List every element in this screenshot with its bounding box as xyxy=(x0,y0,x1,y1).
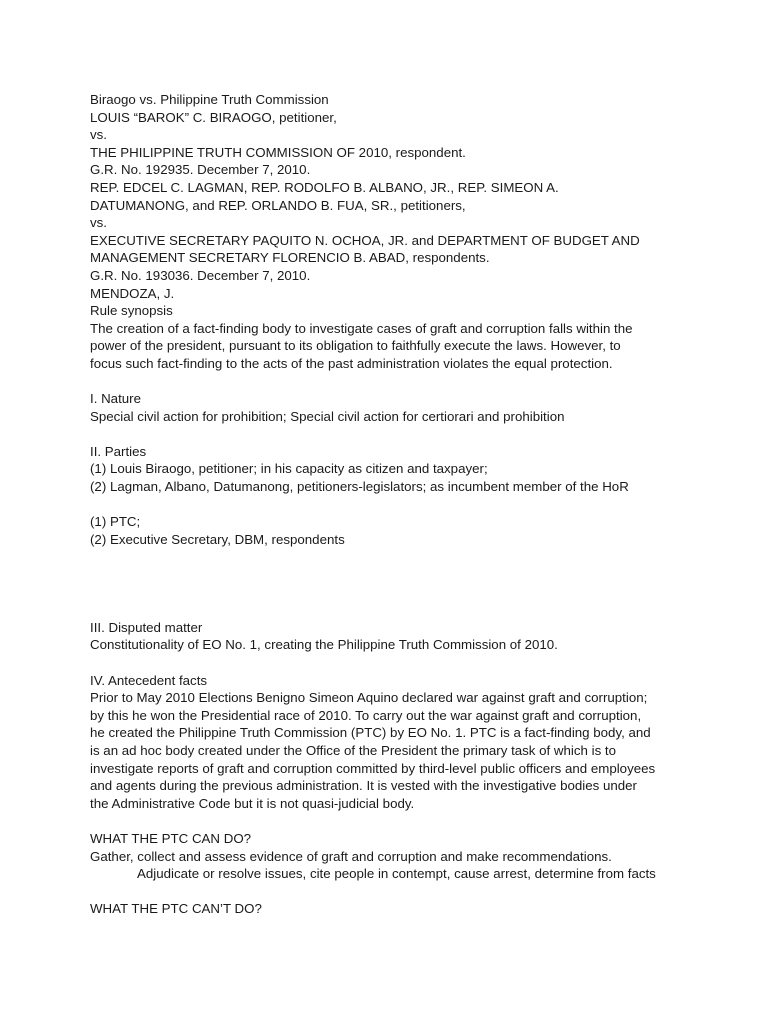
document-page xyxy=(90,91,750,918)
paragraph-line: he created the Philippine Truth Commission (PTC) by EO No. 1. PTC is a fact-finding body, and xyxy=(90,725,651,741)
ponente-line: MENDOZA, J. xyxy=(90,285,175,301)
section-heading: IV. Antecedent facts xyxy=(90,672,208,688)
list-item: (2) Executive Secretary, DBM, respondents xyxy=(90,531,345,547)
section-heading: WHAT THE PTC CAN’T DO? xyxy=(90,901,262,917)
spacer xyxy=(90,883,750,901)
section-heading: WHAT THE PTC CAN DO? xyxy=(90,830,252,846)
spacer xyxy=(90,425,750,443)
spacer xyxy=(90,654,750,672)
indented-paragraph-line: Adjudicate or resolve issues, cite people in contempt, cause arrest, determine from facts xyxy=(137,866,656,882)
parties-section xyxy=(90,443,750,549)
paragraph-line: The creation of a fact-finding body to investigate cases of graft and corruption falls within the xyxy=(90,320,633,336)
disputed-matter-section xyxy=(90,619,750,654)
section-heading: III. Disputed matter xyxy=(90,619,203,635)
rule-synopsis-section xyxy=(90,302,750,372)
versus-line: vs. xyxy=(90,127,107,143)
case-header xyxy=(90,91,750,302)
paragraph-line: Prior to May 2010 Elections Benigno Simeon Aquino declared war against graft and corruption; xyxy=(90,690,648,706)
spacer xyxy=(90,584,750,602)
paragraph-line: Special civil action for prohibition; Special civil action for certiorari and prohibition xyxy=(90,408,565,424)
list-item: (1) Louis Biraogo, petitioner; in his capacity as citizen and taxpayer; xyxy=(90,461,488,477)
list-item: (1) PTC; xyxy=(90,514,141,530)
spacer xyxy=(90,373,750,391)
ptc-can-do-section xyxy=(90,830,750,883)
spacer xyxy=(90,812,750,830)
respondents-line: MANAGEMENT SECRETARY FLORENCIO B. ABAD, respondents. xyxy=(90,250,490,266)
spacer xyxy=(90,566,750,584)
spacer xyxy=(90,496,750,514)
gr-number-line: G.R. No. 193036. December 7, 2010. xyxy=(90,267,311,283)
paragraph-line: and agents during the previous administration. It is vested with the investigative bodies under xyxy=(90,778,637,794)
gr-number-line: G.R. No. 192935. December 7, 2010. xyxy=(90,162,311,178)
section-heading: II. Parties xyxy=(90,443,147,459)
respondents-line: EXECUTIVE SECRETARY PAQUITO N. OCHOA, JR. and DEPARTMENT OF BUDGET AND xyxy=(90,232,640,248)
list-item: (2) Lagman, Albano, Datumanong, petitioners-legislators; as incumbent member of the HoR xyxy=(90,479,629,495)
paragraph-line: power of the president, pursuant to its obligation to faithfully execute the laws. However, to xyxy=(90,338,621,354)
section-heading: Rule synopsis xyxy=(90,303,173,319)
spacer xyxy=(90,548,750,566)
paragraph-line: is an ad hoc body created under the Office of the President the primary task of which is to xyxy=(90,742,617,758)
paragraph-line: focus such fact-finding to the acts of the past administration violates the equal protection. xyxy=(90,355,613,371)
versus-line: vs. xyxy=(90,215,107,231)
paragraph-line: by this he won the Presidential race of 2010. To carry out the war against graft and corruption, xyxy=(90,707,642,723)
paragraph-line: investigate reports of graft and corruption committed by third-level public officers and employees xyxy=(90,760,656,776)
paragraph-line: Gather, collect and assess evidence of graft and corruption and make recommendations. xyxy=(90,848,612,864)
petitioners-line: DATUMANONG, and REP. ORLANDO B. FUA, SR., petitioners, xyxy=(90,197,466,213)
petitioner-line: LOUIS “BAROK” C. BIRAOGO, petitioner, xyxy=(90,109,337,125)
nature-section xyxy=(90,390,750,425)
section-heading: I. Nature xyxy=(90,391,141,407)
case-title: Biraogo vs. Philippine Truth Commission xyxy=(90,92,329,107)
ptc-cant-do-section xyxy=(90,900,750,918)
paragraph-line: Constitutionality of EO No. 1, creating the Philippine Truth Commission of 2010. xyxy=(90,637,558,653)
spacer xyxy=(90,601,750,619)
petitioners-line: REP. EDCEL C. LAGMAN, REP. RODOLFO B. ALBANO, JR., REP. SIMEON A. xyxy=(90,179,559,195)
paragraph-line: the Administrative Code but it is not quasi-judicial body. xyxy=(90,795,415,811)
respondent-line: THE PHILIPPINE TRUTH COMMISSION OF 2010, respondent. xyxy=(90,144,466,160)
antecedent-facts-section xyxy=(90,672,750,813)
